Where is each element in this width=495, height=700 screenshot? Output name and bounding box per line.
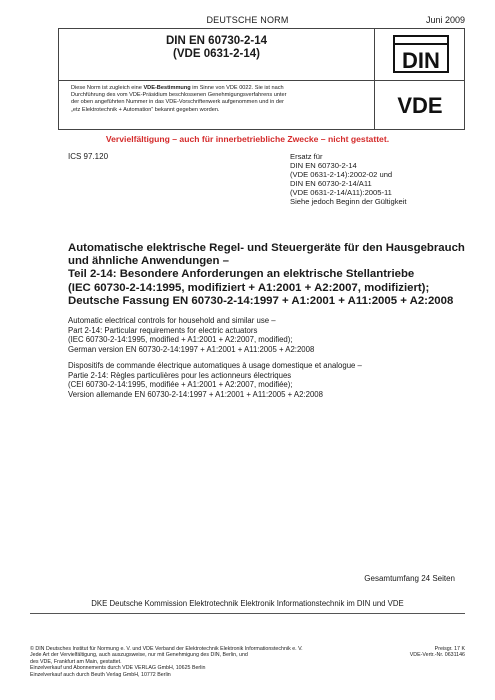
footer-line: © DIN Deutsches Institut für Normung e. V. und VDE Verband der Elektrotechnik Elektronik Informationstechnik e. V. — [30, 646, 303, 652]
title-en-line: (IEC 60730-2-14:1995, modified + A1:2001 + A2:2007, modified); — [68, 335, 293, 345]
svg-text:DIN: DIN — [402, 48, 440, 73]
footer-rule — [30, 613, 465, 614]
din-number: DIN EN 60730-2-14 — [166, 35, 267, 47]
ersatz-line: (VDE 0631-2-14):2002-02 und — [290, 170, 393, 179]
replacement-note — [290, 152, 407, 206]
title-french — [68, 361, 478, 399]
ersatz-line: Siehe jedoch Beginn der Gültigkeit — [290, 197, 407, 206]
title-fr-line: Version allemande EN 60730-2-14:1997 + A1:2001 + A11:2005 + A2:2008 — [68, 389, 323, 399]
footer-line: Jede Art der Vervielfältigung, auch auszugsweise, nur mit Genehmigung des DIN, Berlin, und — [30, 652, 248, 659]
standard-type: DEUTSCHE NORM — [206, 15, 289, 25]
title-box — [58, 28, 465, 130]
title-en-line: Part 2-14: Particular requirements for electric actuators — [68, 325, 258, 335]
ersatz-line: Ersatz für — [290, 152, 323, 161]
title-fr-line: Partie 2-14: Règles particulières pour les actionneurs électriques — [68, 370, 292, 380]
title-de-line: Deutsche Fassung EN 60730-2-14:1997 + A1:2001 + A11:2005 + A2:2008 — [68, 294, 454, 307]
ersatz-line: DIN EN 60730-2-14 — [290, 161, 357, 170]
vde-logo — [385, 92, 455, 118]
price-group — [410, 646, 465, 659]
box-divider-vertical — [374, 29, 375, 129]
notice-line-3: der oben angeführten Nummer in das VDE-Vorschriftenwerk aufgenommen und in der — [71, 99, 284, 106]
footer-line: Einzelverkauf auch durch Beuth Verlag GmbH, 10772 Berlin — [30, 671, 171, 678]
title-german — [68, 242, 478, 308]
notice-line-4: „etz Elektrotechnik + Automation“ bekannt gegeben worden. — [71, 106, 220, 113]
din-logo — [393, 35, 449, 73]
price-line: Preisgr. 17 K — [434, 646, 465, 652]
price-line: VDE-Vertr.-Nr. 0631146 — [409, 652, 465, 659]
copy-warning: Vervielfältigung – auch für innerbetriebliche Zwecke – nicht gestattet. — [105, 134, 390, 144]
title-fr-line: (CEI 60730-2-14:1995, modifiée + A1:2001 + A2:2007, modifiée); — [68, 380, 293, 390]
vde-notice — [71, 85, 365, 114]
title-de-line: Teil 2-14: Besondere Anforderungen an elektrische Stellantriebe — [68, 268, 415, 281]
box-divider-horizontal — [59, 80, 464, 81]
footer-line: Einzelverkauf und Abonnements durch VDE VERLAG GmbH, 10625 Berlin — [30, 665, 206, 672]
svg-text:VDE: VDE — [397, 93, 443, 118]
title-de-line: Automatische elektrische Regel- und Steuergeräte für den Hausgebrauch — [68, 242, 465, 254]
title-english — [68, 316, 478, 354]
document-number — [59, 35, 374, 61]
copyright-footer — [30, 646, 385, 678]
publication-date: Juni 2009 — [425, 15, 465, 25]
total-pages: Gesamtumfang 24 Seiten — [364, 574, 455, 583]
title-en-line: German version EN 60730-2-14:1997 + A1:2001 + A11:2005 + A2:2008 — [68, 344, 315, 354]
notice-line-2: Durchführung des vom VDE-Präsidium beschlossenen Genehmigungsverfahrens unter — [71, 92, 287, 99]
footer-line: des VDE, Frankfurt am Main, gestattet. — [30, 658, 122, 665]
title-de-line: und ähnliche Anwendungen – — [68, 255, 229, 268]
title-de-line: (IEC 60730-2-14:1995, modifiziert + A1:2001 + A2:2007, modifiziert); — [68, 281, 430, 294]
vde-number: (VDE 0631-2-14) — [173, 48, 260, 60]
ersatz-line: (VDE 0631-2-14/A11):2005-11 — [290, 188, 392, 197]
ersatz-line: DIN EN 60730-2-14/A11 — [290, 179, 372, 188]
notice-line-1: Diese Norm ist zugleich eine VDE-Bestimmung im Sinne von VDE 0022. Sie ist nach — [71, 85, 284, 91]
title-en-line: Automatic electrical controls for household and similar use – — [68, 316, 276, 325]
title-fr-line: Dispositifs de commande électrique automatiques à usage domestique et analogue – — [68, 361, 362, 370]
dke-line: DKE Deutsche Kommission Elektrotechnik Elektronik Informationstechnik im DIN und VDE — [91, 599, 404, 608]
ics-code: ICS 97.120 — [68, 152, 109, 161]
